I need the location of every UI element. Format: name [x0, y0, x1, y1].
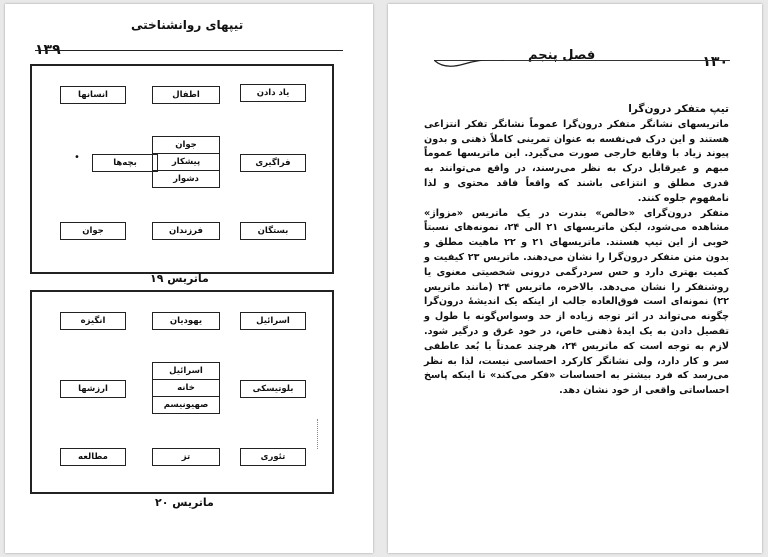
left-page-header: [5, 18, 373, 58]
right-header-title: فصل پنجم: [528, 48, 596, 63]
matrix-20-stack-item: اسرائیل: [153, 363, 219, 380]
right-page-header: [388, 18, 762, 70]
left-header-rule: [35, 50, 343, 51]
matrix-20-cell-top-left: انگیزه: [60, 312, 126, 330]
matrix-19-caption: ماتریس ۱۹: [150, 272, 209, 285]
matrix-19-cell-mid-right: فراگیری: [240, 154, 306, 172]
matrix-20-stack-item: صهیونیسم: [163, 400, 209, 410]
right-page: [388, 4, 762, 553]
matrix-19-cell-bottom-left: جوان: [60, 222, 126, 240]
matrix-19-cell-mid-left: بچه‌ها: [92, 154, 158, 172]
margin-pencil-mark: [317, 419, 322, 449]
header-flourish-icon: [434, 60, 504, 74]
matrix-19-cell-bottom-right: بستگان: [240, 222, 306, 240]
matrix-20-stack-item: خانه: [153, 380, 219, 397]
matrix-20-cell-mid-left: ارزشها: [60, 380, 126, 398]
matrix-20-cell-bottom-left: مطالعه: [60, 448, 126, 466]
matrix-20-center-stack: [152, 362, 220, 414]
matrix-20-cell-bottom-right: تئوری: [240, 448, 306, 466]
body-paragraph: متفکر درون‌گرای «خالص» بندرت در یک ماتریس «مزواژ» مشاهده می‌شود، لیکن ماتریسهای ۲۱ الی ۲۴، نمونه‌های نسبتاً خوبی از این تیپ هستند. ماتریسهای ۲۱ و ۲۲ ماهیت مطلق و بدون متن متفکر درون‌گرا را نشان می‌دهند. ماتریس ۲۳ کیفیت و کمیت بهتری دارد و حس سردرگمی درونی شخصیتی معنوی یا روشنفکر را نشان می‌دهد. بالاخره، ماتریس ۲۴ (مانند ماتریس ۲۲) نمونه‌ای است فوق‌العاده جالب از اینکه یک اندیشهٔ درون‌گرا چگونه می‌تواند در اثر توجه زیاده از حد وسواس‌گونه با طول و تفصیل دادن به یک ایدهٔ ذهنی خاص، در خود غرق و درگیر شود. لازم به توجه است که ماتریس ۲۴، هرچند عمدتاً با بُعد عاطفی سر و کار دارد، ولی نشانگر کارکرد احساسی نیست، لذا به نظر می‌رسد که فرد بیشتر به احساسات «فکر می‌کند» تا اینکه پاسخ احساساتی واقعی از خود نشان دهد.: [424, 207, 730, 397]
matrix-19-cell-top-left: انسانها: [60, 86, 126, 104]
matrix-20-frame: [30, 290, 334, 494]
section-heading: تیپ متفکر درون‌گرا: [628, 103, 729, 115]
matrix-19-stack-item: پیشکار: [153, 154, 219, 171]
body-paragraph: ماتریسهای نشانگر متفکر درون‌گرا عموماً نشانگر تفکر انتزاعی هستند و این درک فی‌نفسه به عنوان تمرینی کاملاً ذهنی و بدون پیوند زیاد با وقایع خارجی صورت می‌گیرد. این ماتریسها عموماً مبهم و غیرقابل درک به نظر می‌رسند، در واقع می‌توانند به قدری مطلق و انتزاعی باشند که واقعاً فاقد محتوی و لذا نامفهوم جلوه کنند.: [424, 118, 729, 204]
matrix-20-cell-bottom-center: تز: [152, 448, 220, 466]
matrix-19-cell-top-right: یاد دادن: [240, 84, 306, 102]
left-header-title: تیپهای روانشناختی: [131, 18, 244, 32]
right-page-number: ۱۳۰: [702, 54, 728, 70]
matrix-19-frame: [30, 64, 334, 274]
matrix-19-cell-top-center: اطفال: [152, 86, 220, 104]
left-page-number: ۱۳۹: [35, 42, 61, 58]
matrix-20-caption: ماتریس ۲۰: [155, 496, 214, 509]
matrix-19-stack-item: دشوار: [173, 174, 199, 184]
matrix-19-dot-mark: •: [74, 152, 80, 163]
chapter-body-text: [424, 102, 729, 399]
matrix-20-cell-mid-right: بلوتیسکی: [240, 380, 306, 398]
matrix-20-cell-top-center: یهودیان: [152, 312, 220, 330]
matrix-19-center-stack: [152, 136, 220, 188]
matrix-19-stack-item: جوان: [153, 137, 219, 154]
matrix-20-cell-top-right: اسرائیل: [240, 312, 306, 330]
left-page: [5, 4, 373, 553]
matrix-19-cell-bottom-center: فرزندان: [152, 222, 220, 240]
